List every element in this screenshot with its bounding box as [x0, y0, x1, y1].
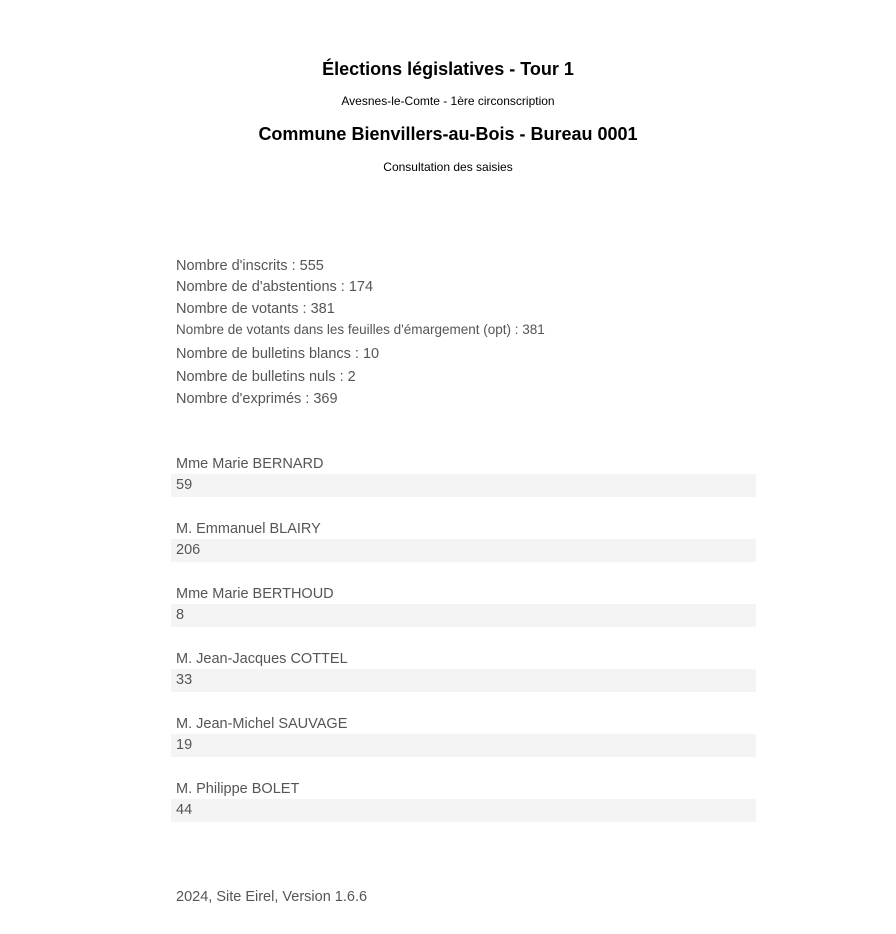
stat-abstentions: Nombre de d'abstentions : 174	[176, 279, 374, 295]
candidate-name: M. Emmanuel BLAIRY	[176, 521, 321, 537]
stat-inscrits: Nombre d'inscrits : 555	[176, 258, 324, 274]
candidate-row	[171, 651, 756, 692]
candidate-row	[171, 456, 756, 497]
candidate-name: M. Jean-Michel SAUVAGE	[176, 716, 348, 732]
candidate-row	[171, 781, 756, 822]
constituency-subtitle: Avesnes-le-Comte - 1ère circonscription	[341, 94, 555, 108]
candidate-row	[171, 521, 756, 562]
commune-heading: Commune Bienvillers-au-Bois - Bureau 0001	[258, 124, 638, 144]
candidate-votes: 19	[171, 734, 756, 757]
candidate-row	[171, 716, 756, 757]
consultation-label: Consultation des saisies	[383, 160, 513, 174]
candidate-votes: 33	[171, 669, 756, 692]
candidate-votes: 59	[171, 474, 756, 497]
candidate-name: M. Jean-Jacques COTTEL	[176, 651, 348, 667]
stat-exprimes: Nombre d'exprimés : 369	[176, 391, 338, 407]
candidate-name: M. Philippe BOLET	[176, 781, 300, 797]
stat-votants: Nombre de votants : 381	[176, 301, 335, 317]
page-title: Élections législatives - Tour 1	[322, 59, 574, 79]
page-footer: 2024, Site Eirel, Version 1.6.6	[176, 889, 368, 905]
candidate-name: Mme Marie BERTHOUD	[176, 586, 334, 602]
candidate-votes: 44	[171, 799, 756, 822]
candidate-votes: 8	[171, 604, 756, 627]
stat-votants-emargement: Nombre de votants dans les feuilles d'émargement (opt) : 381	[176, 322, 545, 337]
candidate-votes: 206	[171, 539, 756, 562]
candidate-row	[171, 586, 756, 627]
stat-blancs: Nombre de bulletins blancs : 10	[176, 346, 380, 362]
candidate-name: Mme Marie BERNARD	[176, 456, 324, 472]
stat-nuls: Nombre de bulletins nuls : 2	[176, 369, 356, 385]
